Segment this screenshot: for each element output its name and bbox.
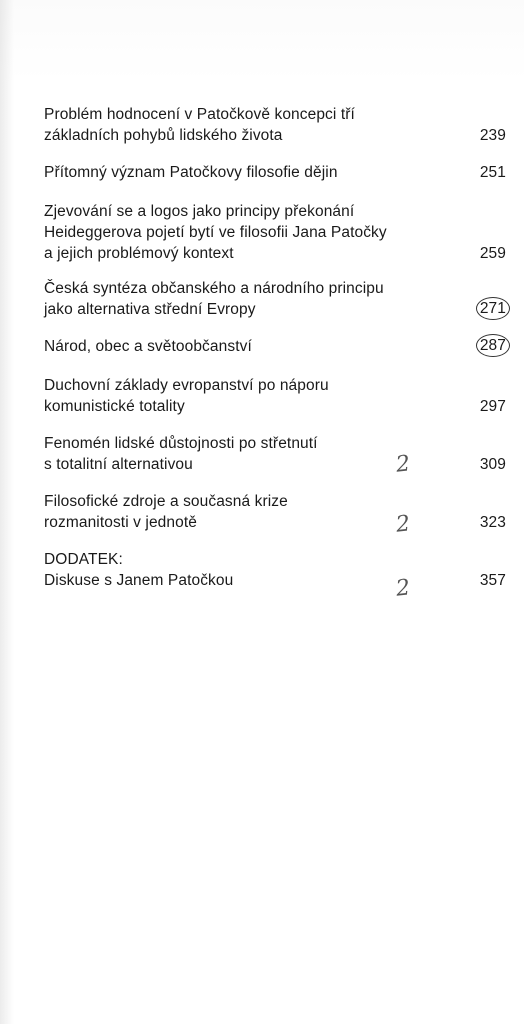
toc-entry-page: 357 — [479, 572, 506, 589]
toc-entry-page: 259 — [479, 245, 506, 262]
toc-entry-line: Problém hodnocení v Patočkově koncepci tří — [44, 106, 355, 123]
toc-entry-line: a jejich problémový kontext — [44, 245, 234, 262]
toc-entry-page: 251 — [479, 164, 506, 181]
toc-entry-title — [44, 104, 444, 146]
toc-entry-page: 323 — [479, 514, 506, 531]
toc-entry-page: 297 — [479, 398, 506, 415]
toc-entry — [44, 375, 508, 417]
toc-entry-title — [44, 375, 444, 417]
toc-entry — [44, 104, 508, 146]
toc-entry — [44, 201, 508, 264]
toc-entry-title — [44, 491, 444, 533]
toc-entry-line: Diskuse s Janem Patočkou — [44, 572, 234, 589]
toc-entry-line: Fenomén lidské důstojnosti po střetnutí — [44, 435, 318, 452]
toc-entry-line: Přítomný význam Patočkovy filosofie dějin — [44, 164, 338, 181]
toc-entry-line: rozmanitosti v jednotě — [44, 514, 197, 531]
page-edge-shadow — [0, 0, 14, 1024]
toc-entry-line: Filosofické zdroje a současná krize — [44, 493, 288, 510]
toc-entry-line: Zjevování se a logos jako principy překonání — [44, 203, 355, 220]
toc-entry-page-circled: 271 — [476, 297, 510, 320]
handwritten-note: 2 — [394, 575, 412, 602]
toc-entry-line: DODATEK: — [44, 551, 123, 568]
toc-entry-title — [44, 278, 464, 320]
toc-entry — [44, 549, 508, 591]
handwritten-note: 2 — [394, 451, 412, 478]
table-of-contents — [44, 104, 508, 591]
toc-entry-line: Heideggerova pojetí bytí ve filosofii Jana Patočky — [44, 224, 387, 241]
toc-entry-line: Česká syntéza občanského a národního principu — [44, 280, 384, 297]
toc-entry — [44, 491, 508, 533]
handwritten-note: 2 — [394, 511, 412, 538]
toc-entry — [44, 433, 508, 478]
toc-entry-title — [44, 201, 464, 264]
toc-entry — [44, 162, 508, 183]
toc-entry-title — [44, 549, 444, 591]
toc-entry-page: 309 — [479, 456, 506, 473]
toc-entry-line: Národ, obec a světoobčanství — [44, 338, 252, 355]
toc-entry-page: 239 — [479, 127, 506, 144]
toc-entry-title — [44, 433, 444, 478]
toc-entry-line: jako alternativa střední Evropy — [44, 301, 256, 318]
toc-entry-line: Duchovní základy evropanství po náporu — [44, 377, 329, 394]
toc-entry — [44, 336, 508, 357]
toc-entry-title — [44, 162, 444, 183]
toc-entry — [44, 278, 508, 320]
toc-entry-title — [44, 336, 444, 357]
toc-entry-line: komunistické totality — [44, 398, 185, 415]
toc-entry-page-circled: 287 — [476, 334, 510, 357]
toc-entry-line: s totalitní alternativou — [44, 456, 193, 473]
toc-entry-line: základních pohybů lidského života — [44, 127, 283, 144]
